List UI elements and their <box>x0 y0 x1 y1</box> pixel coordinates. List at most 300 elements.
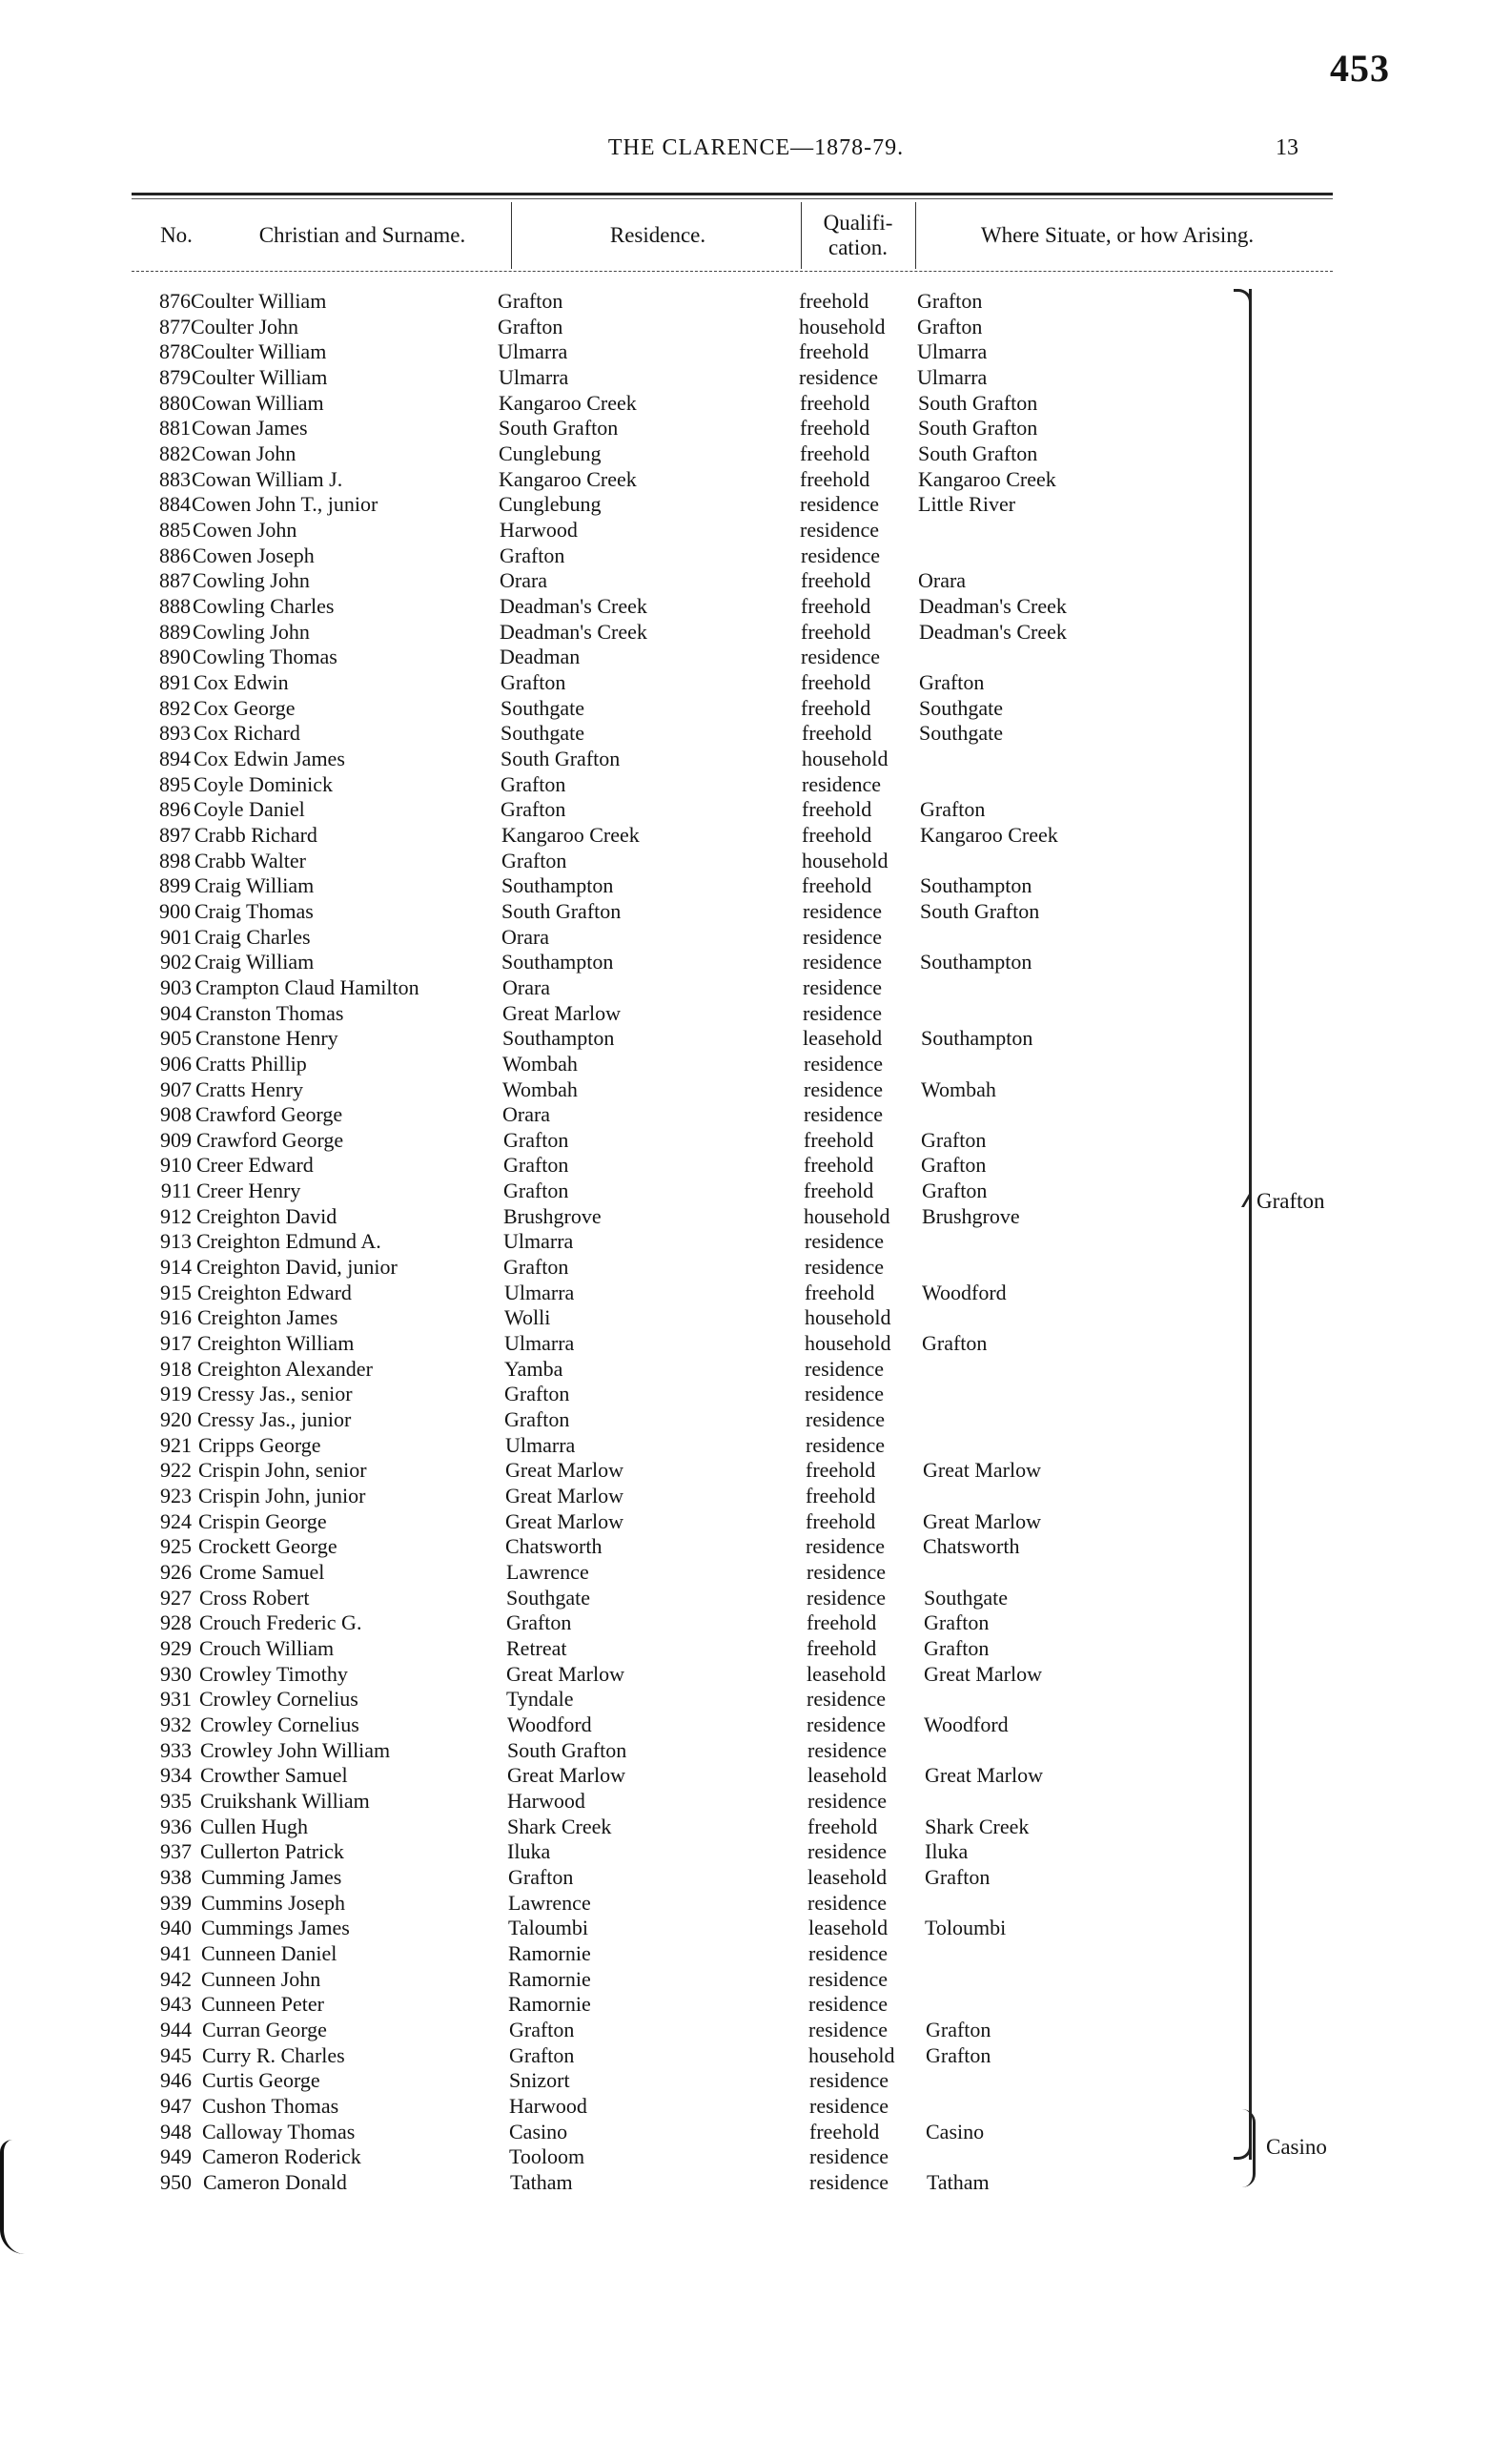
entry-name: Creer Henry <box>196 1179 301 1203</box>
entry-residence: Grafton <box>500 543 565 567</box>
running-title: THE CLARENCE—1878-79. <box>607 135 905 160</box>
entry-number: 932 <box>160 1712 192 1736</box>
entry-number: 927 <box>160 1585 192 1610</box>
entry-qualification: residence <box>801 543 881 567</box>
entry-residence: Orara <box>500 568 548 593</box>
entry-qualification: freehold <box>809 2119 880 2143</box>
entry-where: Kangaroo Creek <box>920 822 1058 847</box>
entry-name: Crispin John, junior <box>198 1484 366 1507</box>
entry-qualification: residence <box>799 365 879 389</box>
roll-entry <box>0 849 1512 874</box>
header-divider-2 <box>801 202 802 269</box>
entry-number: 950 <box>160 2169 192 2194</box>
entry-qualification: residence <box>806 1432 886 1457</box>
roll-entry <box>0 899 1512 925</box>
entry-number: 922 <box>160 1458 192 1483</box>
entry-qualification: residence <box>807 1737 888 1762</box>
binding-margin-mark <box>0 2140 25 2254</box>
entry-where: Grafton <box>920 797 986 822</box>
entry-residence: Grafton <box>509 2017 575 2041</box>
entry-qualification: freehold <box>800 416 870 441</box>
entry-qualification: residence <box>800 517 880 542</box>
roll-entry <box>0 670 1512 696</box>
entry-name: Cummins Joseph <box>201 1890 345 1915</box>
entry-residence: Great Marlow <box>505 1484 624 1507</box>
entry-name: Cullen Hugh <box>200 1814 309 1838</box>
entry-residence: South Grafton <box>501 746 621 770</box>
entry-qualification: freehold <box>804 1127 874 1152</box>
entry-name: Cowen John <box>193 517 297 542</box>
entry-name: Cunneen Peter <box>201 1992 324 2017</box>
entry-name: Cratts Phillip <box>195 1051 307 1076</box>
entry-number: 938 <box>160 1864 192 1889</box>
entry-where: Southgate <box>924 1585 1008 1610</box>
entry-qualification: leasehold <box>807 1864 888 1889</box>
entry-name: Cowen John T., junior <box>192 492 378 517</box>
header-qualification: Qualifi- cation. <box>823 211 893 259</box>
roll-entry <box>0 1789 1512 1815</box>
entry-name: Crampton Claud Hamilton <box>195 974 419 999</box>
entry-qualification: residence <box>804 1051 884 1076</box>
roll-entry <box>0 1992 1512 2018</box>
entry-qualification: freehold <box>807 1610 877 1635</box>
entry-where: Grafton <box>921 1153 987 1178</box>
roll-entry <box>0 441 1512 467</box>
entry-qualification: household <box>805 1305 891 1330</box>
roll-entry <box>0 1586 1512 1611</box>
entry-number: 916 <box>160 1305 192 1330</box>
roll-entry <box>0 696 1512 722</box>
entry-name: Cross Robert <box>199 1585 310 1610</box>
roll-entry <box>0 645 1512 670</box>
entry-name: Cullerton Patrick <box>200 1839 344 1864</box>
entry-residence: Grafton <box>501 848 567 872</box>
entry-qualification: freehold <box>801 695 871 720</box>
roll-entry <box>0 1839 1512 1865</box>
entry-qualification: freehold <box>806 1484 876 1507</box>
entry-where: Grafton <box>926 2017 991 2041</box>
roll-entry <box>0 620 1512 646</box>
entry-residence: Casino <box>509 2119 568 2143</box>
entry-number: 934 <box>160 1763 192 1788</box>
entry-qualification: freehold <box>800 441 870 465</box>
entry-qualification: residence <box>804 1102 884 1127</box>
entry-where: Grafton <box>924 1610 990 1635</box>
entry-name: Cunneen John <box>201 1966 321 1991</box>
roll-entry <box>0 1001 1512 1027</box>
entry-residence: South Grafton <box>499 416 619 441</box>
entry-qualification: residence <box>803 950 883 974</box>
entry-name: Crowley Cornelius <box>199 1687 358 1712</box>
entry-name: Cumming James <box>201 1864 342 1889</box>
entry-number: 884 <box>159 492 191 517</box>
entry-qualification: residence <box>807 1712 887 1736</box>
entry-qualification: residence <box>808 1992 889 2017</box>
roll-entry <box>0 1509 1512 1535</box>
entry-residence: Deadman <box>500 645 581 669</box>
entry-where: Grafton <box>919 669 985 694</box>
entry-residence: Tooloom <box>509 2144 585 2169</box>
roll-entry <box>0 1052 1512 1077</box>
entry-qualification: residence <box>802 771 882 796</box>
entry-where: Ulmarra <box>917 339 988 364</box>
entry-name: Coyle Daniel <box>194 797 305 822</box>
entry-where: Toloumbi <box>925 1916 1007 1940</box>
entry-residence: Wolli <box>504 1305 551 1330</box>
roll-entry <box>0 1128 1512 1154</box>
entry-residence: Grafton <box>503 1179 569 1203</box>
entry-residence: Lawrence <box>506 1560 589 1584</box>
entry-qualification: household <box>799 314 886 338</box>
entry-residence: Ramornie <box>508 1966 591 1991</box>
brace-casino <box>1236 2109 1256 2187</box>
entry-number: 901 <box>160 924 192 949</box>
entry-name: Craig Charles <box>194 924 311 949</box>
entry-number: 897 <box>159 822 191 847</box>
entry-number: 931 <box>160 1687 192 1712</box>
entry-where: Chatsworth <box>923 1534 1020 1559</box>
entry-name: Cowen Joseph <box>193 543 315 567</box>
entry-qualification: freehold <box>806 1508 876 1533</box>
entry-number: 896 <box>159 797 191 822</box>
roll-entry <box>0 1916 1512 1941</box>
entry-name: Crockett George <box>198 1534 337 1559</box>
entry-number: 929 <box>160 1636 192 1660</box>
entry-qualification: freehold <box>807 1636 877 1660</box>
sheet-number: 13 <box>1276 135 1298 160</box>
entry-qualification: residence <box>803 898 883 923</box>
entry-where: Brushgrove <box>922 1203 1020 1228</box>
entry-name: Cox George <box>194 695 296 720</box>
entry-qualification: residence <box>806 1407 886 1431</box>
entry-number: 886 <box>159 543 191 567</box>
roll-entry <box>0 1687 1512 1712</box>
entry-residence: Southgate <box>501 721 584 746</box>
header-where: Where Situate, or how Arising. <box>980 223 1255 247</box>
roll-entry <box>0 568 1512 594</box>
entry-where: Iluka <box>925 1839 969 1864</box>
entry-name: Cowan John <box>192 441 296 465</box>
roll-entry <box>0 925 1512 951</box>
entry-number: 879 <box>159 365 191 389</box>
roll-entry <box>0 543 1512 569</box>
entry-residence: Iluka <box>507 1839 551 1864</box>
roll-entry <box>0 1560 1512 1586</box>
roll-entry <box>0 1229 1512 1255</box>
roll-entry <box>0 2043 1512 2069</box>
entry-number: 910 <box>160 1153 192 1178</box>
entry-number: 883 <box>159 466 191 491</box>
entry-name: Crowley John William <box>200 1737 391 1762</box>
entry-qualification: residence <box>806 1534 886 1559</box>
entry-name: Cunneen Daniel <box>201 1940 337 1965</box>
entry-qualification: residence <box>803 924 883 949</box>
entry-name: Coyle Dominick <box>194 771 334 796</box>
entry-name: Cratts Henry <box>195 1077 304 1101</box>
roll-entry <box>0 1281 1512 1306</box>
entry-where: South Grafton <box>918 441 1038 465</box>
entry-where: Orara <box>918 568 967 593</box>
entry-residence: Ulmarra <box>504 1331 575 1356</box>
entry-name: Craig William <box>194 950 315 974</box>
roll-entry <box>0 315 1512 340</box>
entry-residence: Grafton <box>503 1255 569 1280</box>
entry-residence: Southampton <box>502 1026 615 1051</box>
entry-number: 928 <box>160 1610 192 1635</box>
roll-entry <box>0 416 1512 441</box>
entry-where: Southgate <box>919 721 1003 746</box>
entry-qualification: freehold <box>800 390 870 415</box>
entry-qualification: freehold <box>799 289 869 313</box>
entry-residence: Snizort <box>509 2068 570 2093</box>
roll-entry <box>0 1610 1512 1636</box>
entry-where: Grafton <box>925 1864 991 1889</box>
roll-entry <box>0 467 1512 493</box>
roll-entry <box>0 1331 1512 1357</box>
entry-qualification: leasehold <box>807 1763 888 1788</box>
entry-where: Deadman's Creek <box>919 619 1067 644</box>
entry-qualification: freehold <box>806 1458 876 1483</box>
roll-entry <box>0 1026 1512 1052</box>
entry-number: 926 <box>160 1560 192 1584</box>
entry-number: 892 <box>159 695 191 720</box>
entry-name: Cripps George <box>198 1432 321 1457</box>
entry-number: 887 <box>159 568 191 593</box>
entry-name: Cowling John <box>193 619 310 644</box>
entry-residence: Lawrence <box>508 1890 591 1915</box>
entry-name: Cowling Thomas <box>193 645 337 669</box>
roll-entry <box>0 1407 1512 1433</box>
entry-name: Cowan James <box>192 416 308 441</box>
roll-entry <box>0 1865 1512 1891</box>
entry-qualification: residence <box>807 1890 888 1915</box>
entry-qualification: residence <box>800 492 880 517</box>
roll-entry <box>0 339 1512 365</box>
entry-number: 930 <box>160 1661 192 1686</box>
roll-entry <box>0 1534 1512 1560</box>
entry-where: Kangaroo Creek <box>918 466 1056 491</box>
roll-entry <box>0 391 1512 417</box>
entry-qualification: freehold <box>807 1814 878 1838</box>
entry-qualification: freehold <box>800 466 870 491</box>
entry-residence: Ramornie <box>508 1992 591 2017</box>
entry-residence: Orara <box>502 1102 551 1127</box>
entry-number: 935 <box>160 1788 192 1813</box>
header-name: Christian and Surname. <box>258 223 466 247</box>
entry-name: Cummings James <box>201 1916 350 1940</box>
page-number: 453 <box>1330 47 1390 90</box>
entry-residence: Grafton <box>504 1407 570 1431</box>
entry-number: 946 <box>160 2068 192 2093</box>
entry-number: 885 <box>159 517 191 542</box>
entry-name: Cox Edwin <box>194 669 289 694</box>
roll-entry <box>0 721 1512 747</box>
entry-where: Southgate <box>919 695 1003 720</box>
entry-where: Grafton <box>922 1331 988 1356</box>
entry-qualification: residence <box>807 1585 887 1610</box>
entry-residence: Tatham <box>510 2169 573 2194</box>
entry-number: 914 <box>160 1255 192 1280</box>
entry-where: Southampton <box>920 873 1032 898</box>
entry-name: Calloway Thomas <box>202 2119 356 2143</box>
entry-name: Crouch William <box>199 1636 335 1660</box>
roll-entry <box>0 747 1512 772</box>
entry-name: Crabb Richard <box>194 822 317 847</box>
roll-entry <box>0 1636 1512 1662</box>
entry-residence: Wombah <box>502 1077 578 1101</box>
roll-entry <box>0 1153 1512 1179</box>
entry-where: Little River <box>918 492 1016 517</box>
entry-number: 905 <box>160 1026 192 1051</box>
brace-grafton <box>1228 289 1252 2160</box>
entry-qualification: household <box>805 1331 891 1356</box>
entry-number: 878 <box>159 339 191 364</box>
entry-where: Great Marlow <box>923 1508 1042 1533</box>
entry-name: Creer Edward <box>196 1153 314 1178</box>
entry-qualification: residence <box>805 1255 885 1280</box>
entry-name: Coulter William <box>191 339 327 364</box>
entry-residence: Great Marlow <box>505 1458 624 1483</box>
entry-residence: Grafton <box>504 1382 570 1406</box>
entry-qualification: residence <box>808 1966 889 1991</box>
entry-number: 913 <box>160 1229 192 1254</box>
roll-entry <box>0 1077 1512 1103</box>
entry-where: Great Marlow <box>924 1661 1043 1686</box>
entry-qualification: residence <box>805 1356 885 1381</box>
entry-where: Great Marlow <box>923 1458 1042 1483</box>
entry-residence: Kangaroo Creek <box>499 390 637 415</box>
entry-name: Crawford George <box>195 1102 343 1127</box>
roll-entry <box>0 365 1512 391</box>
entry-residence: Retreat <box>506 1636 567 1660</box>
roll-entry <box>0 1255 1512 1281</box>
entry-number: 937 <box>160 1839 192 1864</box>
entry-residence: Grafton <box>506 1610 572 1635</box>
entry-name: Cushon Thomas <box>202 2093 339 2118</box>
entry-number: 894 <box>159 746 191 770</box>
entry-qualification: residence <box>808 2017 889 2041</box>
entry-number: 891 <box>159 669 191 694</box>
entry-residence: Chatsworth <box>505 1534 603 1559</box>
entry-name: Crowther Samuel <box>200 1763 348 1788</box>
roll-entry <box>0 1891 1512 1917</box>
entry-residence: Deadman's Creek <box>500 593 647 618</box>
entry-number: 936 <box>160 1814 192 1838</box>
roll-entry <box>0 1662 1512 1688</box>
entry-name: Craig Thomas <box>194 898 314 923</box>
roll-entry <box>0 1382 1512 1407</box>
entry-qualification: leasehold <box>808 1916 889 1940</box>
entry-qualification: residence <box>807 1687 887 1712</box>
entry-residence: Ulmarra <box>503 1229 574 1254</box>
entry-number: 943 <box>160 1992 192 2017</box>
entry-qualification: residence <box>805 1229 885 1254</box>
roll-entry <box>0 2094 1512 2120</box>
entry-name: Creighton Alexander <box>197 1356 373 1381</box>
entry-residence: Grafton <box>503 1153 569 1178</box>
entry-residence: Grafton <box>508 1864 574 1889</box>
entry-where: South Grafton <box>918 390 1038 415</box>
entry-number: 895 <box>159 771 191 796</box>
entry-name: Cranston Thomas <box>195 1000 344 1025</box>
entry-residence: Kangaroo Creek <box>499 466 637 491</box>
entry-qualification: freehold <box>799 339 869 364</box>
entry-where: Grafton <box>922 1179 988 1203</box>
entry-residence: Orara <box>502 974 551 999</box>
entry-qualification: residence <box>807 1788 888 1813</box>
roll-entry <box>0 1941 1512 1967</box>
entry-name: Creighton David, junior <box>196 1255 398 1280</box>
entry-number: 941 <box>160 1940 192 1965</box>
entry-name: Coulter John <box>191 314 299 338</box>
entry-where: South Grafton <box>920 898 1040 923</box>
entry-residence: Kangaroo Creek <box>501 822 640 847</box>
entry-name: Crabb Walter <box>194 848 306 872</box>
roll-entry <box>0 1967 1512 1993</box>
entry-qualification: freehold <box>801 669 871 694</box>
entry-qualification: residence <box>804 1077 884 1101</box>
entry-qualification: household <box>802 848 889 872</box>
entry-name: Creighton William <box>197 1331 355 1356</box>
entry-number: 924 <box>160 1508 192 1533</box>
header-rule-bottom <box>132 271 1333 272</box>
entry-qualification: freehold <box>802 822 872 847</box>
roll-entry <box>0 1433 1512 1459</box>
entry-where: Ulmarra <box>917 365 988 389</box>
entry-qualification: residence <box>809 2144 889 2169</box>
entry-where: Deadman's Creek <box>919 593 1067 618</box>
entry-number: 948 <box>160 2119 192 2143</box>
entry-residence: South Grafton <box>507 1737 627 1762</box>
roll-entry <box>0 594 1512 620</box>
entry-where: Grafton <box>917 314 983 338</box>
header-divider-1 <box>511 202 512 269</box>
entry-name: Creighton David <box>196 1203 337 1228</box>
entry-number: 909 <box>160 1127 192 1152</box>
entry-where: Grafton <box>924 1636 990 1660</box>
brace-label-casino: Casino <box>1266 2135 1327 2159</box>
entry-residence: Great Marlow <box>506 1661 625 1686</box>
entry-name: Cowan William J. <box>192 466 343 491</box>
entry-name: Coulter William <box>191 289 327 313</box>
entry-number: 949 <box>160 2144 192 2169</box>
entry-qualification: freehold <box>804 1153 874 1178</box>
roll-entry <box>0 2018 1512 2043</box>
entry-number: 925 <box>160 1534 192 1559</box>
entry-name: Cox Edwin James <box>194 746 345 770</box>
entry-number: 890 <box>159 645 191 669</box>
entry-name: Creighton Edmund A. <box>196 1229 381 1254</box>
entry-residence: Grafton <box>501 771 566 796</box>
entry-where: Tatham <box>927 2169 990 2194</box>
entry-name: Crouch Frederic G. <box>199 1610 362 1635</box>
entry-qualification: residence <box>808 1940 889 1965</box>
entry-residence: Yamba <box>504 1356 563 1381</box>
entry-name: Craig William <box>194 873 315 898</box>
roll-entry <box>0 823 1512 849</box>
entry-residence: Ulmarra <box>498 339 568 364</box>
entry-number: 942 <box>160 1966 192 1991</box>
entry-residence: Great Marlow <box>502 1000 622 1025</box>
entry-qualification: residence <box>803 1000 883 1025</box>
entry-residence: Wombah <box>502 1051 578 1076</box>
entry-residence: Harwood <box>500 517 578 542</box>
entry-where: Southampton <box>921 1026 1033 1051</box>
entry-where: Casino <box>926 2119 985 2143</box>
entry-number: 888 <box>159 593 191 618</box>
entry-number: 889 <box>159 619 191 644</box>
entry-name: Curtis George <box>202 2068 320 2093</box>
